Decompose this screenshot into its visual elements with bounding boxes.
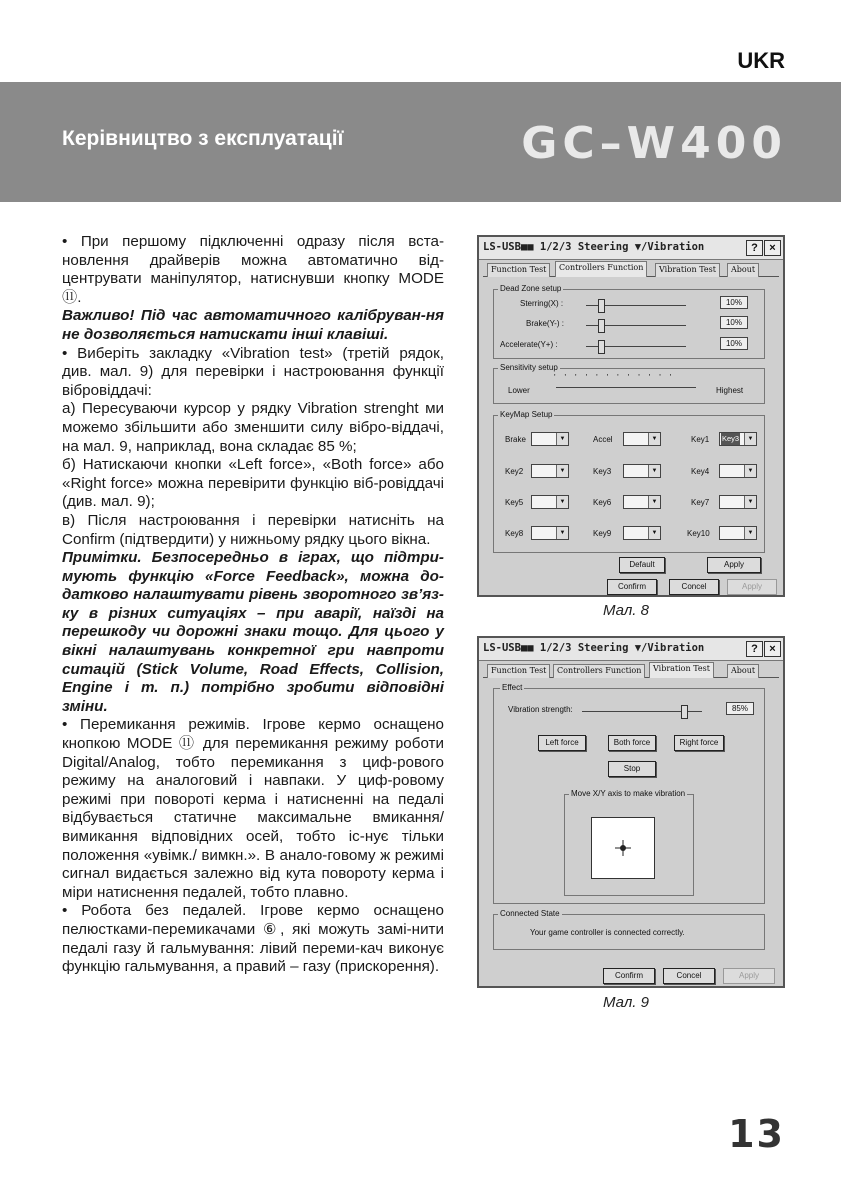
connected-state-title: Connected State <box>500 909 560 918</box>
paragraph-step-a: а) Пересуваючи курсор у рядку Vibration strenght ми можемо збільшити або зменшити силу вібро-віддачі, на мал. 9, наприклад, вона складає 85 %; <box>62 400 444 455</box>
keymap-key5-combo[interactable] <box>531 495 569 509</box>
help-button[interactable]: ? <box>746 240 763 256</box>
paragraph-step-b: б) Натискаючи кнопки «Left force», «Both force» або «Right force» можна перевірити функцію віб-ровіддачі (див. мал. 9); <box>62 456 444 511</box>
controllers-function-window <box>477 235 785 597</box>
connected-state-message: Your game controller is connected correctly. <box>530 928 685 937</box>
brake-label: Brake(Y-) : <box>526 319 564 328</box>
keymap-key6-combo[interactable] <box>623 495 661 509</box>
keymap-title: KeyMap Setup <box>500 410 553 419</box>
paragraph-first-connect: • При першому підключенні одразу після вста-новлення драйверів можна автоматично від-центрувати маніпулятор, натиснувши кнопку MODE ⑪. <box>62 233 444 306</box>
window-titlebar <box>479 638 783 661</box>
sensitivity-slider[interactable] <box>556 387 696 388</box>
sensitivity-group <box>493 363 765 404</box>
xy-title: Move X/Y axis to make vibration <box>571 789 686 798</box>
figure-8-caption: Мал. 8 <box>603 602 649 619</box>
default-button[interactable]: Default <box>619 557 665 573</box>
xy-group <box>564 789 694 896</box>
keymap-key8-combo[interactable] <box>531 526 569 540</box>
steering-slider-thumb[interactable] <box>598 299 605 313</box>
paragraph-mode-switch: • Перемикання режимів. Ігрове кермо оснащено кнопкою MODE ⑪ для перемикання режиму роботи Digital/Analog, тобто перемикання з циф-рового режиму на аналоговий і навпаки. У циф-ровому режимі при повороті керма і натисненні на педалі відбувається статичне максимальне вмикання/вимикання відповідних осей, тобто іс-нує тільки положення «увімк./ вимкн.». В анало-говому ж режимі сигнал видається залежно від кута повороту керма і міри натиснення педалей, тобто плавно. <box>62 716 444 901</box>
paragraph-notes: Примітки. Безпосередньо в іграх, що підтри-мують функцію «Force Feedback», можна до-датково налаштувати рівень зворотного зв’яз-ку в різних ситуаціях – при аварії, наїзді на перешкоду чи дорожні знаки тощо. Для цього у вікні налаштувань конкретної гри навпроти ситацій (Stick Volume, Road Effects, Collision, Engine і т. п.) потрібно зробити відповідні зміни. <box>62 549 444 715</box>
keymap-key2-combo[interactable] <box>531 464 569 478</box>
keymap-label-key8: Key8 <box>505 529 524 538</box>
close-icon[interactable]: × <box>764 641 781 657</box>
page-number: 13 <box>728 1112 785 1156</box>
window-title: LS-USB■■ 1/2/3 Steering ▼/Vibration <box>483 642 705 654</box>
confirm-button[interactable]: Confirm <box>603 968 655 984</box>
body-text-column <box>62 233 444 977</box>
manual-title: Керівництво з експлуатації <box>62 127 344 150</box>
vibration-strength-slider-thumb[interactable] <box>681 705 688 719</box>
chevron-down-icon: ▼ <box>648 496 660 508</box>
tab-about[interactable]: About <box>727 263 759 277</box>
tab-function-test[interactable]: Function Test <box>487 664 550 678</box>
accelerate-value: 10% <box>720 337 748 350</box>
confirm-button[interactable]: Confirm <box>607 579 657 595</box>
tab-vibration-test[interactable]: Vibration Test <box>649 662 714 678</box>
effect-title: Effect <box>502 683 523 692</box>
chevron-down-icon: ▼ <box>744 465 756 477</box>
vibration-strength-value: 85% <box>726 702 754 715</box>
keymap-key4-combo[interactable] <box>719 464 757 478</box>
effect-group <box>493 683 765 904</box>
paragraph-step-c: в) Після настроювання і перевірки натисніть на Confirm (підтвердити) у нижньому рядку цього вікна. <box>62 511 444 548</box>
paragraph-important: Важливо! Під час автоматичного калібруван-ня не дозволяється натискати інші клавіші. <box>62 307 444 343</box>
steering-label: Sterring(X) : <box>520 299 564 308</box>
close-icon[interactable]: × <box>764 240 781 256</box>
tab-controllers-function[interactable]: Controllers Function <box>555 261 647 277</box>
keymap-key10-combo[interactable] <box>719 526 757 540</box>
chevron-down-icon: ▼ <box>744 527 756 539</box>
stop-button[interactable]: Stop <box>608 761 656 777</box>
chevron-down-icon: ▼ <box>648 465 660 477</box>
apply-button[interactable]: Apply <box>727 579 777 595</box>
window-title: LS-USB■■ 1/2/3 Steering ▼/Vibration <box>483 241 705 253</box>
accelerate-label: Accelerate(Y+) : <box>500 340 558 349</box>
cancel-button[interactable]: Concel <box>669 579 719 595</box>
brake-value: 10% <box>720 316 748 329</box>
keymap-label-key5: Key5 <box>505 498 524 507</box>
language-label: UKR <box>737 48 785 73</box>
chevron-down-icon: ▼ <box>648 433 660 445</box>
accelerate-slider-thumb[interactable] <box>598 340 605 354</box>
chevron-down-icon: ▼ <box>744 496 756 508</box>
keymap-label-key4: Key4 <box>691 467 710 476</box>
sensitivity-lower-label: Lower <box>508 386 530 395</box>
keymap-label-accel: Accel <box>593 435 613 444</box>
keymap-label-key6: Key6 <box>593 498 612 507</box>
paragraph-no-pedals: • Робота без педалей. Ігрове кермо оснащено пелюстками-перемикачами ⑥, які можуть замі-нити педалі газу й гальмування: лівий переми-кач виконує функцію гальмування, а правий – газу (прискорення). <box>62 902 444 976</box>
chevron-down-icon: ▼ <box>744 433 756 445</box>
paragraph-vibration-tab: • Виберіть закладку «Vibration test» (третій рядок, див. мал. 9) для перевірки і настроювання функції вібровіддачі: <box>62 344 444 399</box>
keymap-accel-combo[interactable] <box>623 432 661 446</box>
dead-zone-group <box>493 284 765 359</box>
keymap-brake-combo[interactable] <box>531 432 569 446</box>
keymap-label-key9: Key9 <box>593 529 612 538</box>
keymap-key1-combo[interactable] <box>719 432 757 446</box>
apply-keymap-button[interactable]: Apply <box>707 557 761 573</box>
steering-value: 10% <box>720 296 748 309</box>
keymap-label-key7: Key7 <box>691 498 710 507</box>
chevron-down-icon: ▼ <box>556 433 568 445</box>
apply-button[interactable]: Apply <box>723 968 775 984</box>
both-force-button[interactable]: Both force <box>608 735 656 751</box>
sensitivity-ticks: '''''''''''' <box>554 373 681 382</box>
vibration-strength-label: Vibration strength: <box>508 705 573 714</box>
keymap-key3-combo[interactable] <box>623 464 661 478</box>
left-force-button[interactable]: Left force <box>538 735 586 751</box>
keymap-key1-value: Key3 <box>722 434 740 443</box>
keymap-label-brake: Brake <box>505 435 526 444</box>
model-name: GC–W400 <box>521 118 787 169</box>
connected-state-group <box>493 909 765 950</box>
dead-zone-title: Dead Zone setup <box>500 284 562 293</box>
crosshair-icon <box>592 818 654 878</box>
chevron-down-icon: ▼ <box>556 496 568 508</box>
xy-pad[interactable] <box>591 817 655 879</box>
right-force-button[interactable]: Right force <box>674 735 724 751</box>
keymap-key9-combo[interactable] <box>623 526 661 540</box>
tab-strip <box>483 662 779 678</box>
tab-vibration-test[interactable]: Vibration Test <box>655 263 720 277</box>
chevron-down-icon: ▼ <box>648 527 660 539</box>
sensitivity-title: Sensitivity setup <box>500 363 558 372</box>
vibration-test-window <box>477 636 785 988</box>
tab-function-test[interactable]: Function Test <box>487 263 550 277</box>
keymap-grid <box>493 415 769 551</box>
brake-slider-thumb[interactable] <box>598 319 605 333</box>
chevron-down-icon: ▼ <box>556 527 568 539</box>
chevron-down-icon: ▼ <box>556 465 568 477</box>
tab-strip <box>483 261 779 277</box>
keymap-label-key2: Key2 <box>505 467 524 476</box>
keymap-label-key10: Key10 <box>687 529 710 538</box>
help-button[interactable]: ? <box>746 641 763 657</box>
keymap-label-key3: Key3 <box>593 467 612 476</box>
keymap-label-key1: Key1 <box>691 435 710 444</box>
figure-9-caption: Мал. 9 <box>603 994 649 1011</box>
window-titlebar <box>479 237 783 260</box>
sensitivity-highest-label: Highest <box>716 386 744 395</box>
tab-about[interactable]: About <box>727 664 759 678</box>
keymap-key7-combo[interactable] <box>719 495 757 509</box>
cancel-button[interactable]: Concel <box>663 968 715 984</box>
tab-controllers-function[interactable]: Controllers Function <box>553 664 645 678</box>
